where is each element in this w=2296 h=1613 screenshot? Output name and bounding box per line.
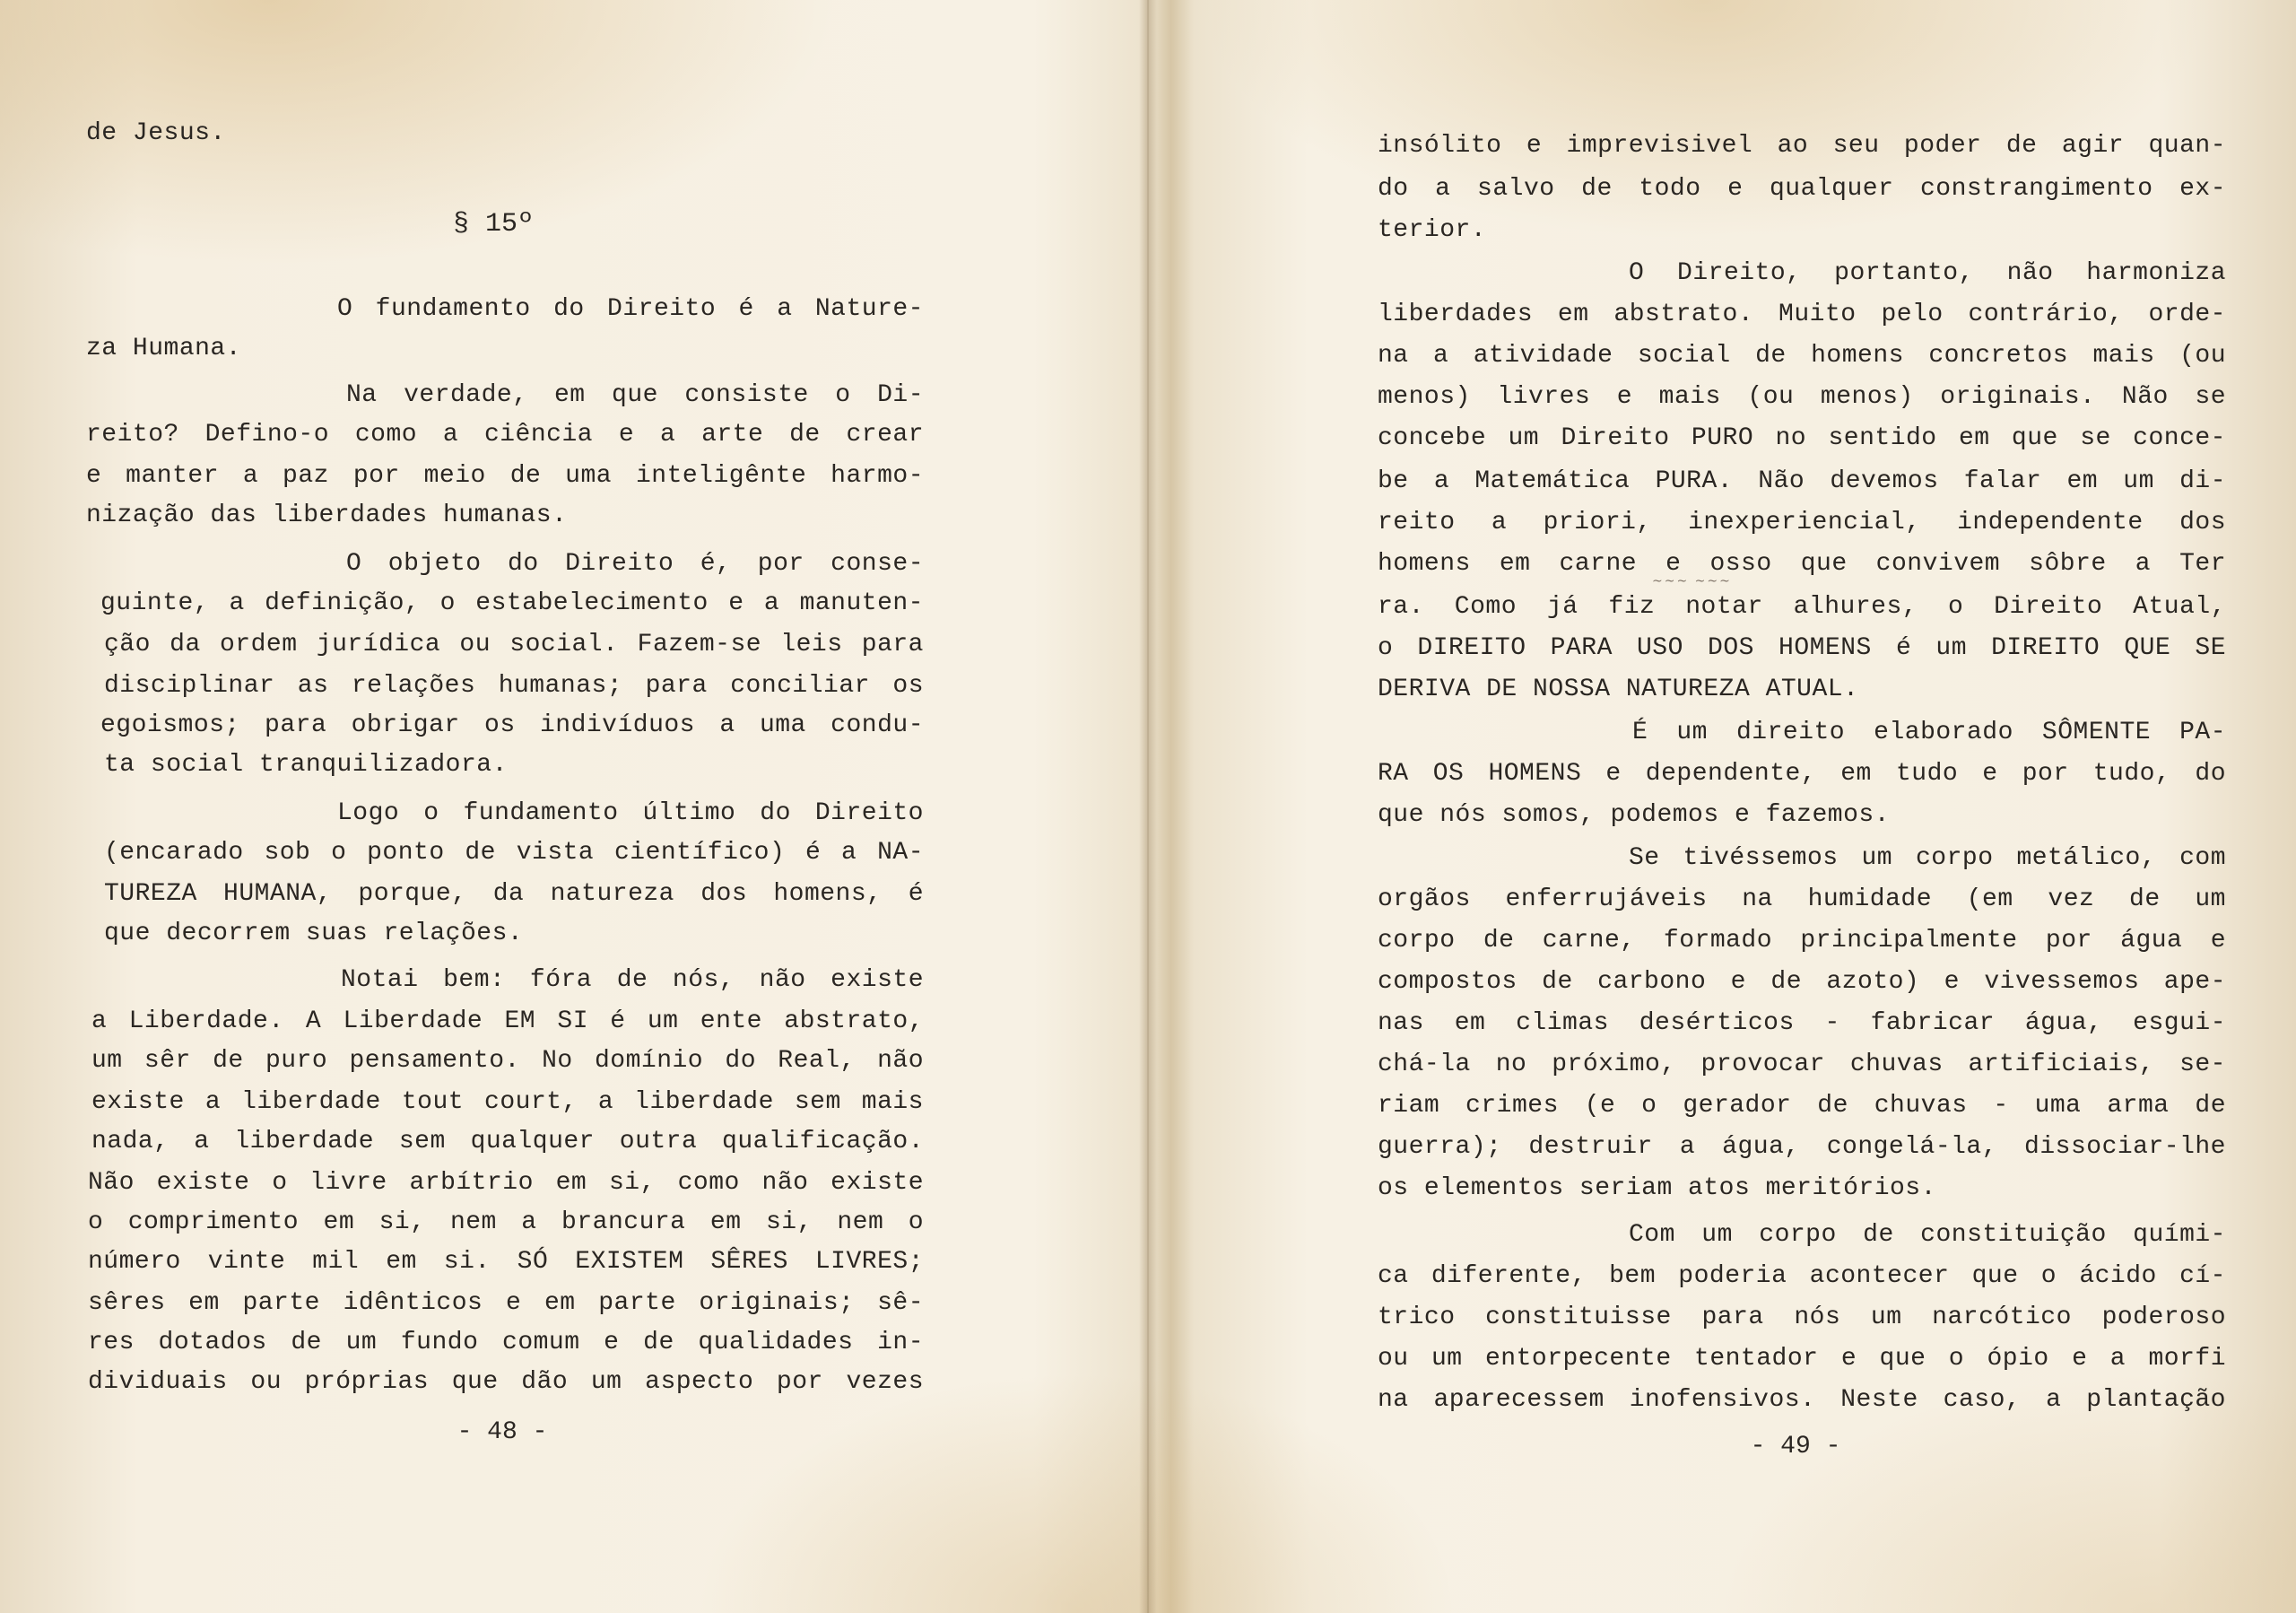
- text-line: menos) livres e mais (ou menos) originais. Não se: [1378, 383, 2226, 411]
- text-line: Com um corpo de constituição quími-: [1629, 1221, 2226, 1249]
- text-line: número vinte mil em si. SÓ EXISTEM SÊRES LIVRES;: [88, 1248, 924, 1276]
- text-line: sêres em parte idênticos e em parte originais; sê-: [88, 1289, 924, 1317]
- text-line: ra. Como já fiz notar alhures, o Direito Atual,: [1378, 593, 2226, 621]
- text-line: egoismos; para obrigar os indivíduos a uma condu-: [100, 711, 924, 739]
- text-line: chá-la no próximo, provocar chuvas artificiais, se-: [1378, 1051, 2226, 1078]
- text-line: TUREZA HUMANA, porque, da natureza dos homens, é: [104, 880, 924, 908]
- text-line: Se tivéssemos um corpo metálico, com: [1629, 844, 2226, 872]
- text-line: a Liberdade. A Liberdade EM SI é um ente abstrato,: [91, 1007, 924, 1035]
- text-line: existe a liberdade tout court, a liberdade sem mais: [91, 1088, 924, 1116]
- text-line: guinte, a definição, o estabelecimento e a manuten-: [100, 589, 924, 617]
- section-heading: § 15º: [452, 209, 534, 240]
- text-line: na aparecessem inofensivos. Neste caso, a plantação: [1378, 1386, 2226, 1414]
- text-line: be a Matemática PURA. Não devemos falar em um di-: [1378, 467, 2226, 495]
- text-line: e manter a paz por meio de uma inteligênte harmo-: [86, 462, 924, 490]
- text-line: reito? Defino-o como a ciência e a arte de crear: [86, 421, 924, 449]
- text-line: terior.: [1378, 216, 1487, 244]
- text-line: ção da ordem jurídica ou social. Fazem-se leis para: [104, 631, 924, 658]
- text-line: liberdades em abstrato. Muito pelo contrário, orde-: [1378, 301, 2226, 328]
- page-number: - 48 -: [457, 1418, 548, 1446]
- text-line: Logo o fundamento último do Direito: [337, 799, 924, 827]
- text-line: ca diferente, bem poderia acontecer que o ácido cí-: [1378, 1262, 2226, 1290]
- text-line: guerra); destruir a água, congelá-la, dissociar-lhe: [1378, 1133, 2226, 1161]
- text-line: concebe um Direito PURO no sentido em que se conce-: [1378, 424, 2226, 452]
- text-line: É um direito elaborado SÔMENTE PA-: [1632, 719, 2226, 746]
- text-line: RA OS HOMENS e dependente, em tudo e por tudo, do: [1378, 760, 2226, 788]
- text-line: na a atividade social de homens concretos mais (ou: [1378, 342, 2226, 370]
- text-line: nada, a liberdade sem qualquer outra qualificação.: [91, 1128, 924, 1155]
- text-line: Notai bem: fóra de nós, não existe: [341, 966, 924, 994]
- text-line: O fundamento do Direito é a Nature-: [337, 295, 924, 323]
- text-line: o comprimento em si, nem a brancura em si, nem o: [88, 1208, 924, 1236]
- text-line: compostos de carbono e de azoto) e vivessemos ape-: [1378, 968, 2226, 996]
- text-line: za Humana.: [86, 335, 242, 362]
- text-line: O Direito, portanto, não harmoniza: [1629, 259, 2226, 287]
- text-line: ta social tranquilizadora.: [104, 751, 508, 779]
- text-line: que nós somos, podemos e fazemos.: [1378, 801, 1890, 829]
- text-line: os elementos seriam atos meritórios.: [1378, 1174, 1936, 1202]
- text-line: dividuais ou próprias que dão um aspecto por vezes: [88, 1368, 924, 1396]
- left-page: [0, 0, 1146, 1613]
- text-line: de Jesus.: [86, 119, 226, 147]
- text-line: que decorrem suas relações.: [104, 920, 524, 947]
- text-line: homens em carne e osso que convivem sôbre a Ter: [1378, 550, 2226, 578]
- text-line: Na verdade, em que consiste o Di-: [346, 381, 924, 409]
- text-line: o DIREITO PARA USO DOS HOMENS é um DIREITO QUE SE: [1378, 634, 2226, 662]
- text-line: DERIVA DE NOSSA NATUREZA ATUAL.: [1378, 676, 1859, 703]
- text-line: Não existe o livre arbítrio em si, como não existe: [88, 1169, 924, 1197]
- text-line: reito a priori, inexperiencial, independente dos: [1378, 509, 2226, 536]
- text-line: um sêr de puro pensamento. No domínio do Real, não: [91, 1047, 924, 1075]
- text-line: orgãos enferrujáveis na humidade (em vez de um: [1378, 885, 2226, 913]
- text-line: corpo de carne, formado principalmente por água e: [1378, 927, 2226, 955]
- text-line: do a salvo de todo e qualquer constrangimento ex-: [1378, 175, 2226, 203]
- text-line: disciplinar as relações humanas; para conciliar os: [104, 672, 924, 700]
- text-line: nas em climas desérticos - fabricar água, esgui-: [1378, 1009, 2226, 1037]
- text-line: nização das liberdades humanas.: [86, 501, 568, 529]
- handwritten-note: ~~~ ~~~: [1652, 574, 1732, 589]
- text-line: O objeto do Direito é, por conse-: [346, 550, 924, 578]
- text-line: riam crimes (e o gerador de chuvas - uma arma de: [1378, 1092, 2226, 1120]
- text-line: trico constituisse para nós um narcótico poderoso: [1378, 1303, 2226, 1331]
- text-line: ou um entorpecente tentador e que o ópio e a morfi: [1378, 1345, 2226, 1373]
- text-line: res dotados de um fundo comum e de qualidades in-: [88, 1329, 924, 1356]
- text-line: (encarado sob o ponto de vista científico) é a NA-: [104, 839, 924, 867]
- page-number: - 49 -: [1750, 1433, 1841, 1460]
- text-line: insólito e imprevisivel ao seu poder de agir quan-: [1378, 132, 2226, 160]
- right-page: [1150, 0, 2296, 1613]
